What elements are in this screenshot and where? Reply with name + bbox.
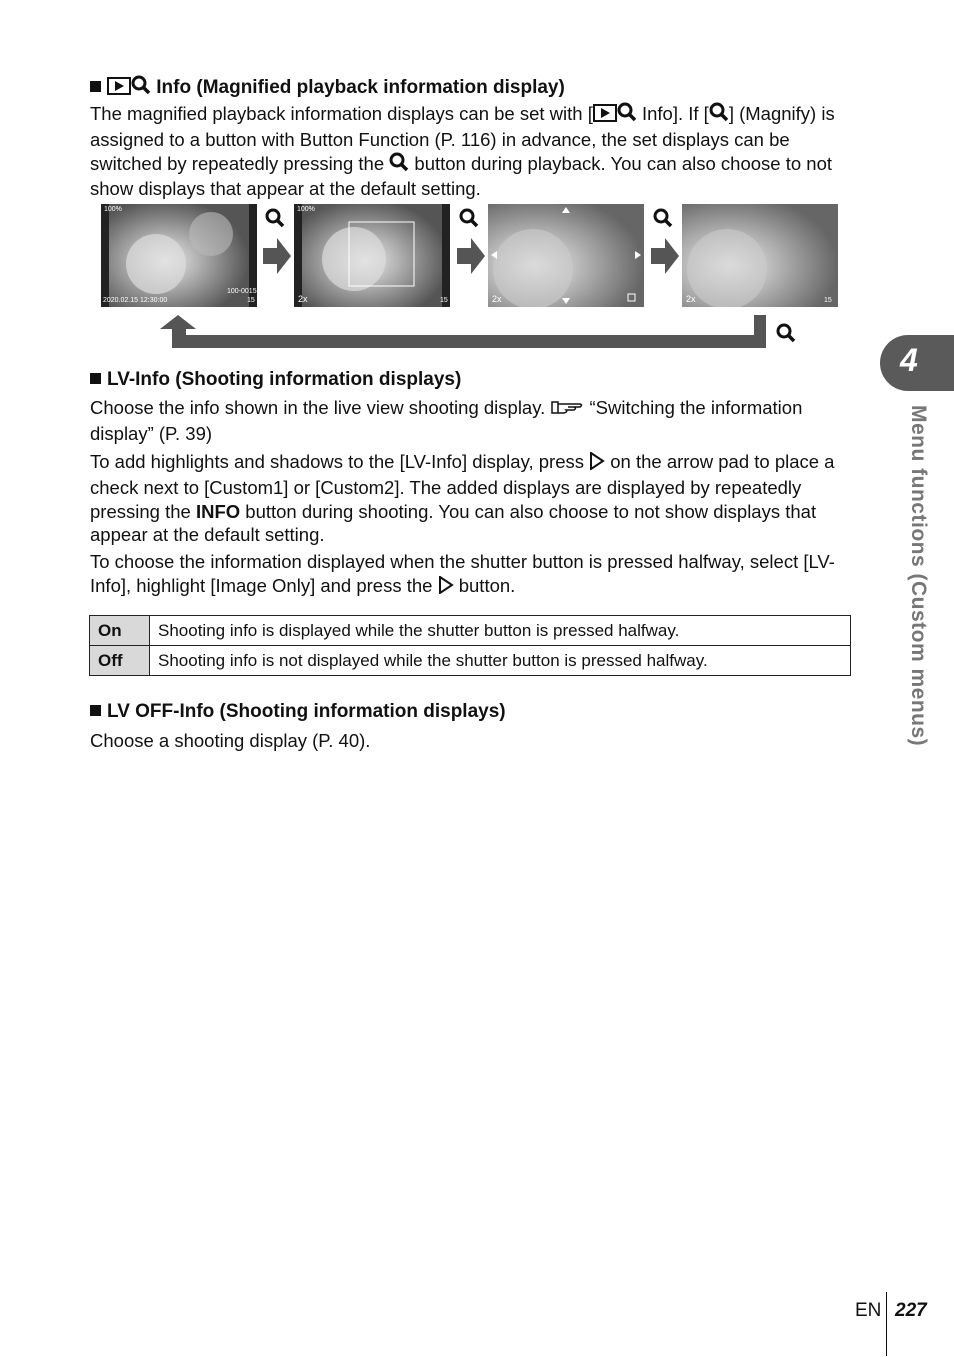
pointing-hand-icon: [550, 398, 584, 422]
magnify-icon: [709, 102, 729, 128]
section3-heading-row: [90, 701, 506, 723]
magnify-icon: [776, 323, 796, 348]
section1-heading-row: [90, 75, 565, 101]
loop-back-arrow-icon: [160, 313, 770, 358]
arrow-right-icon: [457, 238, 485, 279]
table-row: [90, 646, 851, 676]
section3-heading: LV OFF-Info (Shooting information displays): [107, 701, 506, 722]
arrow-pad-right-icon: [589, 452, 605, 476]
magnify-icon: [617, 102, 637, 128]
chapter-title: Menu functions (Custom menus): [907, 405, 930, 747]
magnify-icon: [265, 208, 285, 233]
section2-paragraph-2: To add highlights and shadows to the [LV-Info] display, press on the arrow pad to place a check next to [Custom1] or [Custom2]. The added displays are displayed by repeatedly pressing the INFO button during shooting. You can also choose to not show displays that appear at the default setting.: [90, 451, 835, 546]
option-description: Shooting info is displayed while the shutter button is pressed halfway.: [150, 616, 851, 646]
playback-thumbnail-2: 100% 2x 15: [294, 204, 450, 307]
arrow-pad-right-icon: [438, 576, 454, 600]
playback-thumbnail-1: 100% 100-0015 2020.02.15 12:30:00 15: [101, 204, 257, 307]
playback-thumbnail-3: 2x: [488, 204, 644, 307]
magnify-icon: [653, 208, 673, 233]
section2-heading-row: [90, 369, 461, 391]
section1-heading: Info (Magnified playback information display): [156, 77, 565, 98]
option-description: Shooting info is not displayed while the shutter button is pressed halfway.: [150, 646, 851, 676]
magnify-icon: [131, 75, 151, 101]
lv-info-options-table: [89, 615, 851, 676]
footer-divider: [886, 1292, 887, 1356]
page-number: 227: [895, 1300, 927, 1321]
option-key: On: [90, 616, 150, 646]
playback-thumbnail-4: 2x 15: [682, 204, 838, 307]
magnify-icon: [459, 208, 479, 233]
section2-heading: LV-Info (Shooting information displays): [107, 369, 462, 390]
table-row: [90, 616, 851, 646]
footer-lang: EN: [855, 1300, 882, 1321]
option-key: Off: [90, 646, 150, 676]
arrow-right-icon: [651, 238, 679, 279]
section3-paragraph: Choose a shooting display (P. 40).: [90, 730, 371, 751]
arrow-right-icon: [263, 238, 291, 279]
section1-paragraph: The magnified playback information displays can be set with [ Info]. If [ ] (Magnify) is assigned to a button with Button Function (P. 116) in advance, the set displays can be switched by repeatedly pressing the button during playback. You can also choose to not show displays that appear at the default setting.: [90, 103, 835, 200]
bullet-square-icon: [90, 705, 101, 716]
bullet-square-icon: [90, 81, 101, 92]
magnify-icon: [389, 152, 409, 178]
play-icon: [593, 104, 617, 128]
chapter-number: 4: [900, 342, 918, 378]
play-icon: [107, 77, 131, 101]
info-button-label: INFO: [195, 500, 241, 522]
bullet-square-icon: [90, 373, 101, 384]
section2-paragraph-1: Choose the info shown in the live view shooting display. “Switching the information display” (P. 39): [90, 397, 803, 444]
section2-paragraph-3: To choose the information displayed when the shutter button is pressed halfway, select [LV-Info], highlight [Image Only] and press the button.: [90, 550, 850, 600]
